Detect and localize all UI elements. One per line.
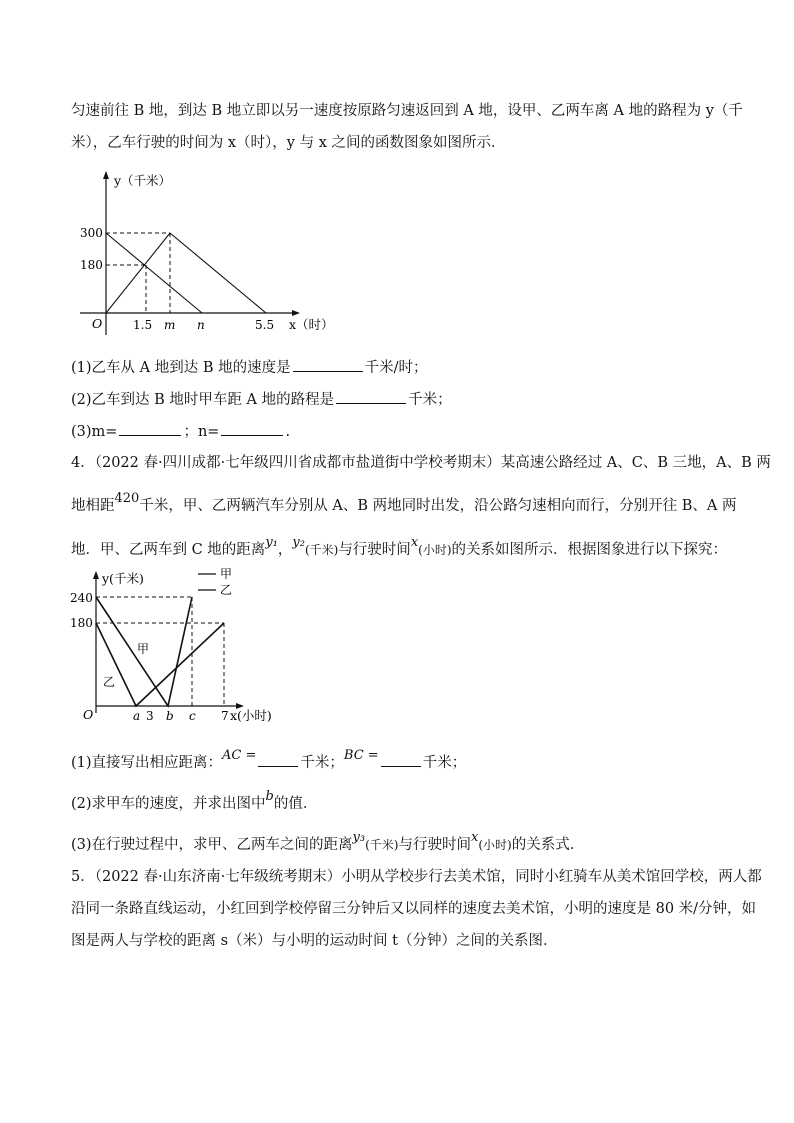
q4-part-3: (3)在行驶过程中，求甲、乙两车之间的距离y₃(千米)与行驶时间x(小时)的关系式． — [71, 830, 585, 853]
series-label-yi: 乙 — [103, 675, 116, 689]
q3-part-3: (3)m= ；n= . — [71, 421, 290, 442]
x-tick-7: 7 — [221, 709, 229, 723]
q5-line-3: 图是两人与学校的距离 s（米）与小明的运动时间 t（分钟）之间的关系图． — [71, 933, 558, 949]
q4-line-3: 地．甲、乙两车到 C 地的距离y₁，y₂(千米)与行驶时间x(小时)的关系如图所示．根据图象进行以下探究： — [71, 535, 728, 558]
y-tick-180-2: 180 — [70, 616, 93, 630]
q4-line-1: 4．（2022 春·四川成都·七年级四川省成都市盐道街中学校考期末）某高速公路经过 A、C、B 三地，A、B 两 — [71, 455, 771, 471]
x-tick-5-5: 5.5 — [255, 318, 275, 332]
q5-line-2: 沿同一条路直线运动，小红回到学校停留三分钟后又以同样的速度去美术馆，小明的速度是 80 米/分钟，如 — [71, 901, 757, 917]
intro-line-1: 匀速前往 B 地，到达 B 地立即以另一速度按原路匀速返回到 A 地，设甲、乙两车离 A 地的路程为 y（千 — [71, 103, 743, 119]
series-yi-back — [170, 233, 266, 313]
series-yi-go — [106, 233, 170, 313]
x-tick-3: 3 — [146, 709, 154, 723]
y-tick-300: 300 — [80, 226, 103, 240]
x-tick-n: n — [197, 318, 205, 332]
x-tick-c: c — [189, 709, 196, 723]
y-axis-2-arrow-icon — [93, 571, 99, 579]
x-tick-b: b — [166, 709, 174, 723]
y-axis-arrow-icon — [103, 171, 109, 179]
y-tick-240: 240 — [70, 591, 93, 605]
legend-jia: 甲 — [220, 567, 233, 581]
answer-blank-1[interactable] — [293, 357, 363, 372]
answer-blank-m[interactable] — [119, 421, 181, 436]
x-tick-m: m — [164, 318, 176, 332]
intro-line-2: 米），乙车行驶的时间为 x（时），y 与 x 之间的函数图象如图所示． — [71, 135, 506, 151]
y-axis-label: y（千米） — [114, 173, 172, 188]
series-label-jia: 甲 — [137, 642, 150, 656]
q4-line-2: 地相距420千米，甲、乙两辆汽车分别从 A、B 两地同时出发，沿公路匀速相向而行，分别开往 B、A 两 — [71, 491, 737, 514]
origin-2-label: O — [83, 707, 94, 722]
y-axis-2-label: y(千米) — [102, 571, 144, 586]
x-tick-a: a — [133, 709, 141, 723]
origin-label: O — [92, 316, 103, 331]
answer-blank-n[interactable] — [221, 421, 283, 436]
x-axis-arrow-icon — [292, 310, 300, 316]
q3-part-2: (2)乙车到达 B 地时甲车距 A 地的路程是 千米； — [71, 389, 452, 410]
q5-line-1: 5．（2022 春·山东济南·七年级统考期末）小明从学校步行去美术馆，同时小红骑车从美术馆回学校，两人都 — [71, 869, 762, 885]
q4-part-1: (1)直接写出相应距离：AC = 千米；BC = 千米； — [71, 748, 467, 771]
answer-blank-ac[interactable] — [258, 752, 298, 767]
q3-part-1: (1)乙车从 A 地到达 B 地的速度是 千米/时； — [71, 357, 428, 378]
x-axis-label: x（时） — [289, 317, 334, 332]
graph-1 — [70, 165, 340, 345]
q4-part-2: (2)求甲车的速度，并求出图中b的值． — [71, 789, 318, 812]
y-tick-180: 180 — [80, 258, 103, 272]
graph-2 — [70, 565, 300, 725]
answer-blank-bc[interactable] — [381, 752, 421, 767]
x-tick-1-5: 1.5 — [133, 318, 153, 332]
answer-blank-2[interactable] — [336, 389, 406, 404]
legend-yi: 乙 — [220, 583, 233, 597]
x-axis-2-label: x(小时) — [230, 708, 272, 723]
series-jia — [106, 233, 202, 313]
